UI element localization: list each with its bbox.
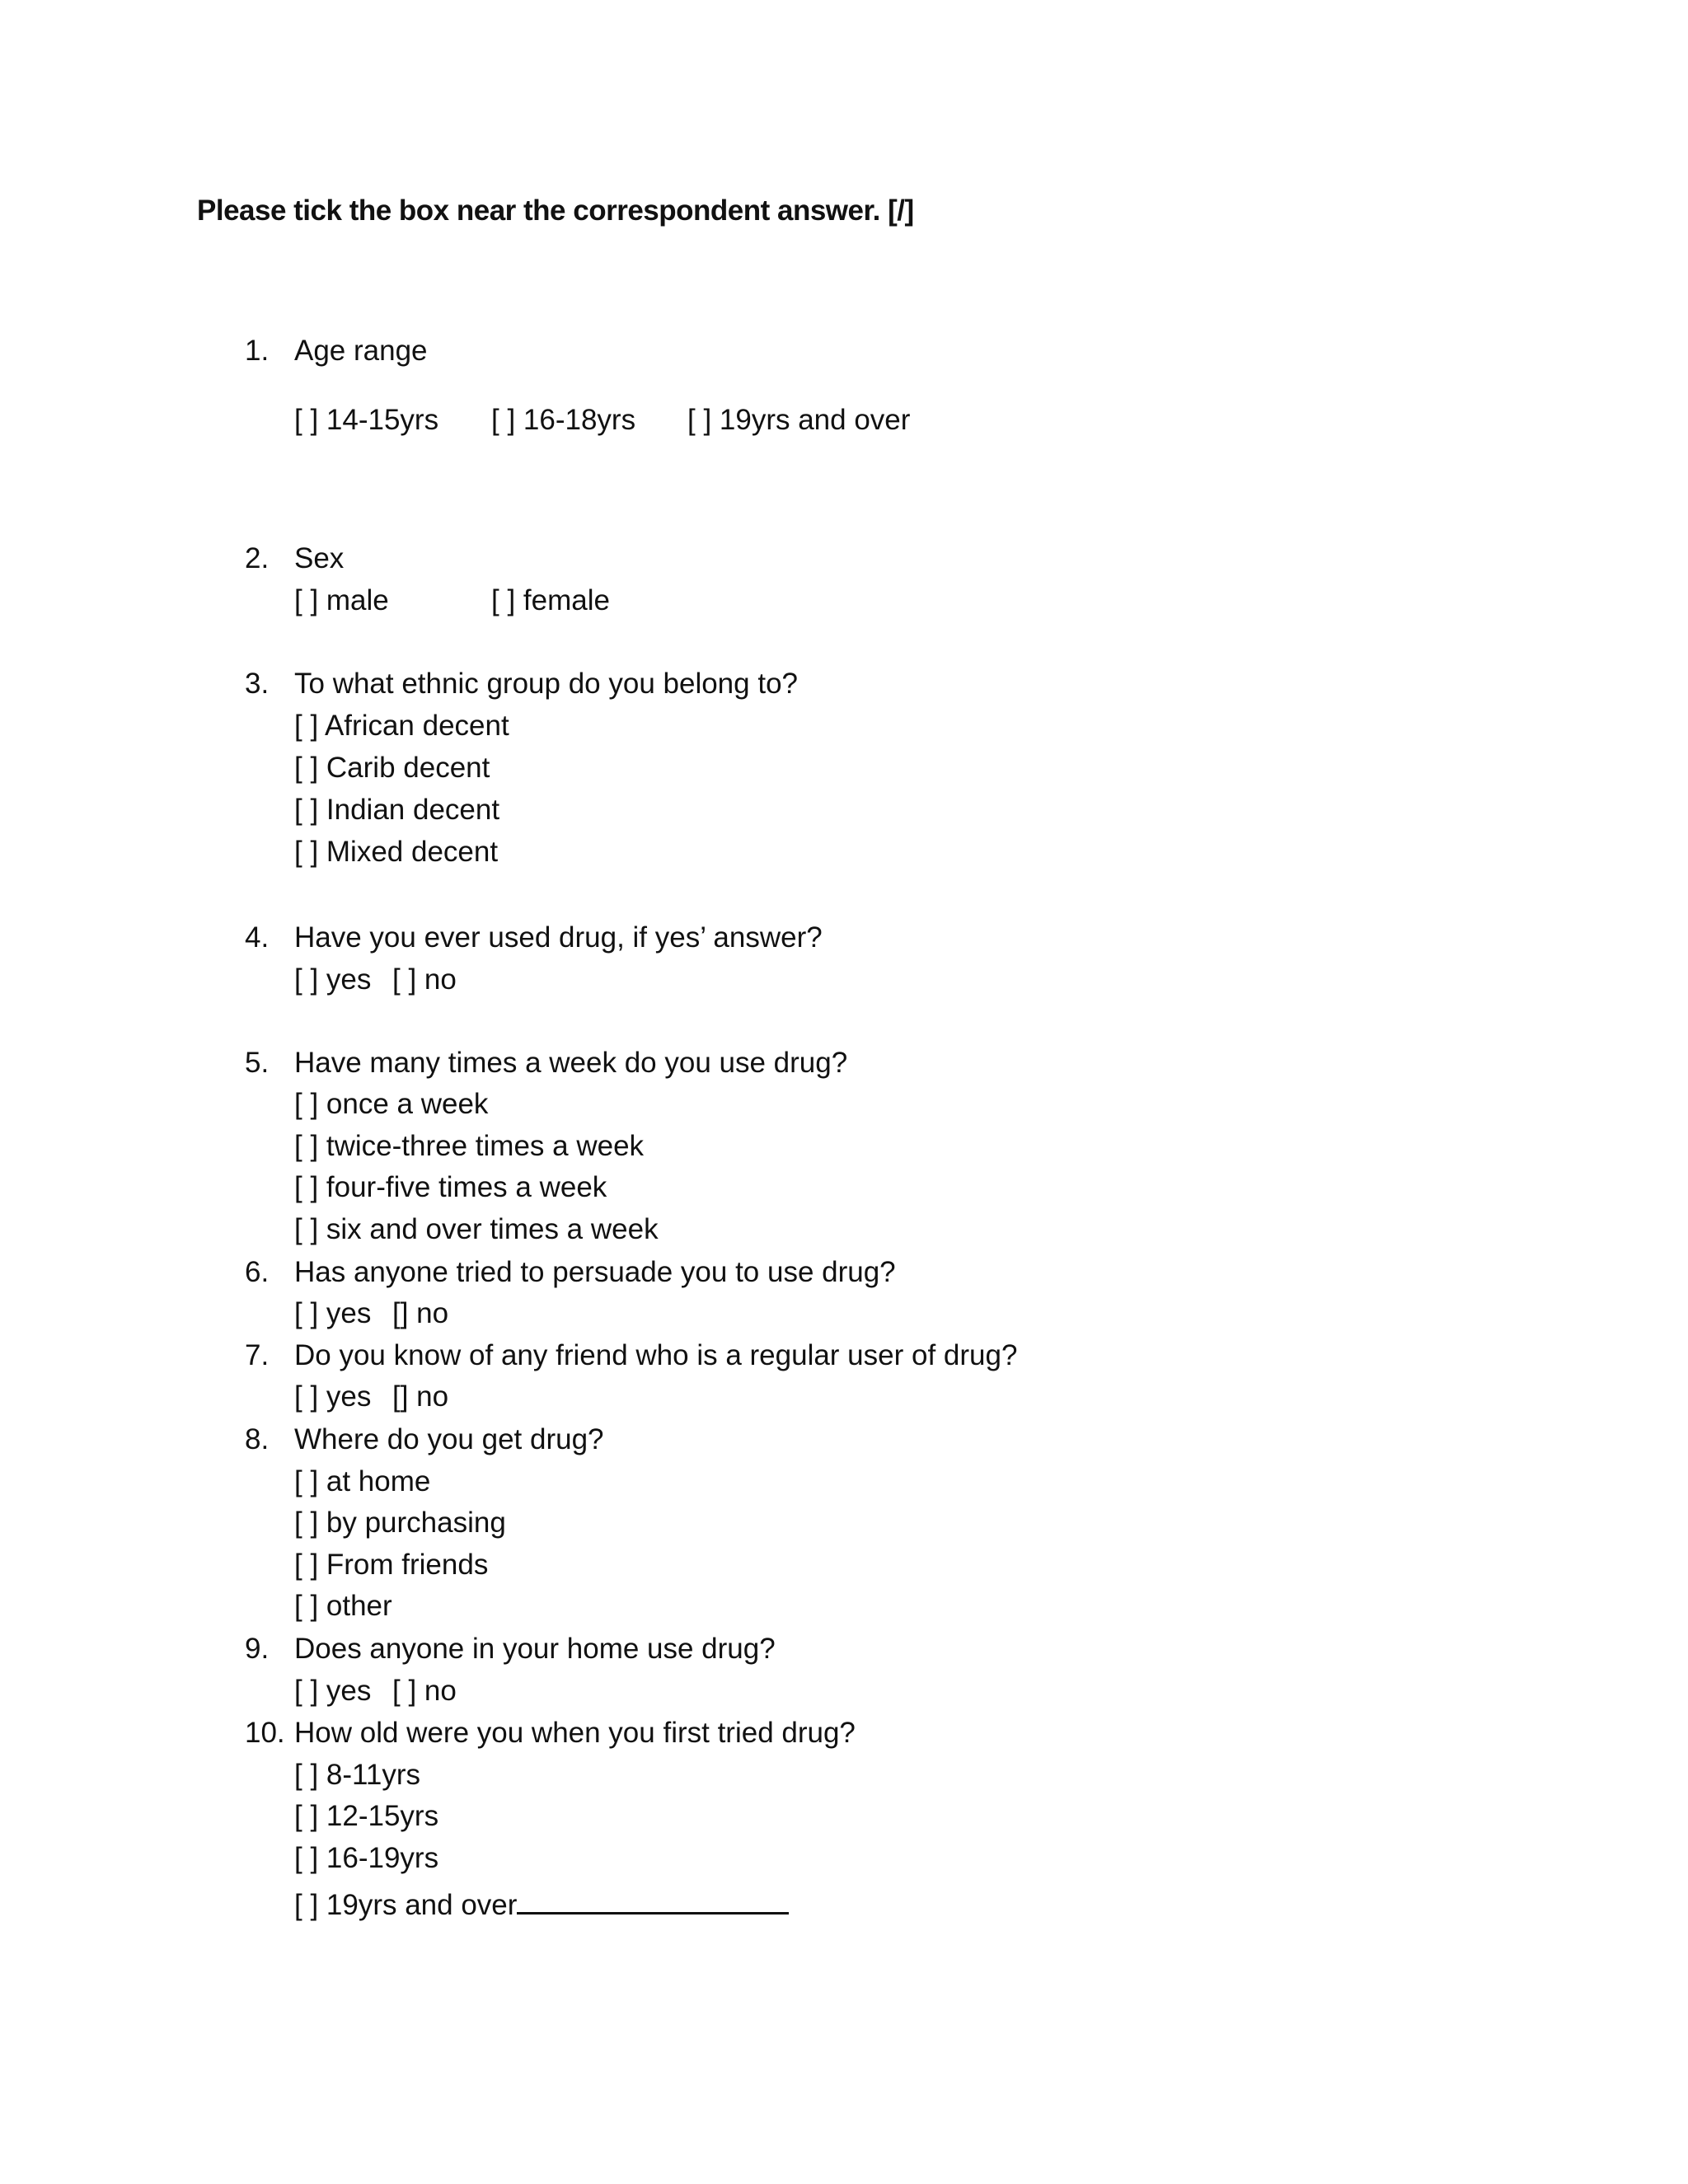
question-text: Have you ever used drug, if yes’ answer? <box>294 921 823 954</box>
option-checkbox[interactable]: [ ] From friends <box>294 1549 489 1581</box>
question-number: 5. <box>245 1047 270 1079</box>
option-checkbox[interactable]: [ ] 16-19yrs <box>294 1842 439 1874</box>
question-text: Sex <box>294 542 345 574</box>
option-checkbox[interactable]: [ ] 16-18yrs <box>491 404 636 436</box>
question-text: Have many times a week do you use drug? <box>294 1047 848 1079</box>
question-text: Has anyone tried to persuade you to use drug? <box>294 1256 896 1288</box>
option-checkbox[interactable]: [ ] no <box>392 1675 457 1707</box>
question-4 <box>0 921 1688 964</box>
option-with-blank[interactable] <box>294 1884 789 1922</box>
option-checkbox[interactable]: [ ] Mixed decent <box>294 836 499 868</box>
option-checkbox[interactable]: [ ] at home <box>294 1465 431 1497</box>
question-3 <box>0 668 1688 710</box>
option-checkbox[interactable]: [ ] yes <box>294 1297 372 1329</box>
option-checkbox[interactable]: [ ] four-five times a week <box>294 1171 607 1203</box>
question-number: 1. <box>245 335 270 367</box>
question-5 <box>0 1047 1688 1090</box>
option-checkbox[interactable]: [ ] 8-11yrs <box>294 1759 421 1791</box>
option-checkbox[interactable]: [ ] 19yrs and over <box>687 404 911 436</box>
question-number: 2. <box>245 542 270 574</box>
option-checkbox[interactable]: [ ] other <box>294 1590 392 1622</box>
question-text: How old were you when you first tried drug? <box>294 1717 856 1749</box>
question-9 <box>0 1633 1688 1675</box>
option-checkbox[interactable]: [ ] by purchasing <box>294 1507 506 1539</box>
question-number: 10. <box>245 1717 285 1749</box>
option-checkbox[interactable]: [ ] once a week <box>294 1088 489 1120</box>
option-checkbox[interactable]: [ ] twice-three times a week <box>294 1130 645 1162</box>
option-checkbox[interactable]: [ ] yes <box>294 1675 372 1707</box>
option-checkbox[interactable]: [ ] male <box>294 584 389 616</box>
instruction-heading: Please tick the box near the correspondent answer. [/] <box>197 194 914 227</box>
option-checkbox[interactable]: [ ] Indian decent <box>294 794 500 826</box>
question-7 <box>0 1339 1688 1382</box>
option-checkbox[interactable]: [ ] female <box>491 584 610 616</box>
option-checkbox[interactable]: [ ] no <box>392 963 457 996</box>
option-label: [ ] 19yrs and over <box>294 1889 518 1921</box>
option-checkbox[interactable]: [ ] yes <box>294 963 372 996</box>
question-text: To what ethnic group do you belong to? <box>294 668 798 700</box>
question-8 <box>0 1423 1688 1466</box>
question-number: 4. <box>245 921 270 954</box>
question-text: Does anyone in your home use drug? <box>294 1633 776 1665</box>
question-number: 9. <box>245 1633 270 1665</box>
question-number: 3. <box>245 668 270 700</box>
answer-blank-line[interactable] <box>517 1884 789 1915</box>
option-checkbox[interactable]: [ ] yes <box>294 1380 372 1413</box>
question-number: 6. <box>245 1256 270 1288</box>
option-checkbox[interactable]: [ ] 12-15yrs <box>294 1800 439 1832</box>
option-checkbox[interactable]: [ ] 14-15yrs <box>294 404 439 436</box>
question-text: Age range <box>294 335 428 367</box>
question-6 <box>0 1256 1688 1299</box>
question-1 <box>0 335 1688 377</box>
option-checkbox[interactable]: [ ] Carib decent <box>294 752 490 784</box>
option-checkbox[interactable]: [ ] six and over times a week <box>294 1213 659 1245</box>
question-10 <box>0 1717 1688 1760</box>
question-text: Where do you get drug? <box>294 1423 604 1455</box>
option-checkbox[interactable]: [ ] African decent <box>294 710 509 742</box>
question-number: 7. <box>245 1339 270 1371</box>
question-number: 8. <box>245 1423 270 1455</box>
question-2 <box>0 542 1688 585</box>
question-text: Do you know of any friend who is a regular user of drug? <box>294 1339 1018 1371</box>
option-checkbox[interactable]: [] no <box>392 1380 449 1413</box>
option-checkbox[interactable]: [] no <box>392 1297 449 1329</box>
